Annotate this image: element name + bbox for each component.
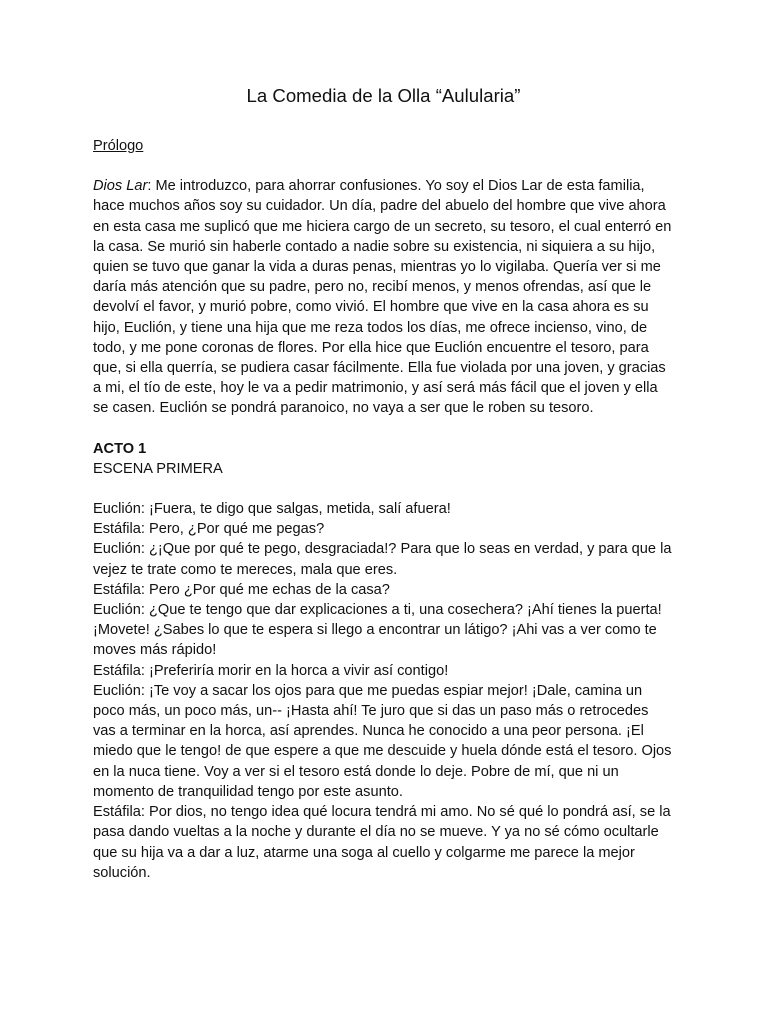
- dialogue-line: Estáfila: Por dios, no tengo idea qué locura tendrá mi amo. No sé qué lo pondrá así, se la pasa dando vueltas a la noche y durante el día no se mueve. Y ya no sé cómo ocultarle que su hija va a dar a luz, atarme una soga al cuello y colgarme me parece la mejor solución.: [93, 804, 671, 881]
- scene-heading: ESCENA PRIMERA: [93, 460, 223, 477]
- document-title: La Comedia de la Olla “Aulularia”: [246, 85, 521, 106]
- dialogue-line: Euclión: ¿Que te tengo que dar explicaciones a ti, una cosechera? ¡Ahí tienes la puerta! ¡Movete! ¿Sabes lo que te espera si llego a encontrar un látigo? ¡Ahi vas a ver como te moves más rápido!: [93, 602, 662, 659]
- dialogue-line: Euclión: ¡Fuera, te digo que salgas, metida, salí afuera!: [93, 501, 451, 518]
- dialogue-line: Euclión: ¡Te voy a sacar los ojos para que me puedas espiar mejor! ¡Dale, camina un poco más, un poco más, un-- ¡Hasta ahí! Te juro que si das un paso más o retrocedes vas a terminar en la horca, así aprendes. Nunca he conocido a una peor persona. ¡El miedo que le tengo! de que espere a que me descuide y huela dónde está el tesoro. Ojos en la nuca tiene. Voy a ver si el tesoro está donde lo deje. Pobre de mí, que ni un momento de tranquilidad tengo por este asunto.: [93, 682, 672, 800]
- act-heading: ACTO 1: [93, 440, 147, 457]
- prologue-heading: Prólogo: [93, 138, 144, 154]
- prologue-text: : Me introduzco, para ahorrar confusiones. Yo soy el Dios Lar de esta familia, hace muchos años soy su cuidador. Un día, padre del abuelo del hombre que vive ahora en esta casa me suplicó que me hiciera cargo de un secreto, su tesoro, el cual enterró en la casa. Se murió sin haberle contado a nadie sobre su existencia, ni siquiera a su hijo, quien se tuvo que ganar la vida a duras penas, mientras yo lo vigilaba. Quería ver si me daría más atención que su padre, pero no, recibí menos, y menos ofrendas, así que le devolví el favor, y murió pobre, como vivió. El hombre que vive en la casa ahora es su hijo, Euclión, y tiene una hija que me reza todos los días, me ofrece incienso, vino, de todo, y me pone coronas de flores. Por ella hice que Euclión encuentre el tesoro, para que, si ella querría, se pudiera casar fácilmente. Ella fue violada por una joven, y gracias a mi, el tío de este, hoy le va a pedir matrimonio, y así será más fácil que el joven y ella se casen. Euclión se pondrá paranoico, no vaya a ser que le roben su tesoro.: [93, 178, 672, 417]
- dialogue-line: Estáfila: ¡Preferiría morir en la horca a vivir así contigo!: [93, 662, 449, 679]
- dialogue-line: Estáfila: Pero, ¿Por qué me pegas?: [93, 521, 325, 538]
- prologue-paragraph: [93, 176, 674, 418]
- dialogue-line: Euclión: ¿¡Que por qué te pego, desgraciada!? Para que lo seas en verdad, y para que la vejez te trate como te mereces, mala que eres.: [93, 541, 672, 578]
- prologue-speaker: Dios Lar: [93, 178, 148, 195]
- dialogue-line: Estáfila: Pero ¿Por qué me echas de la casa?: [93, 581, 390, 598]
